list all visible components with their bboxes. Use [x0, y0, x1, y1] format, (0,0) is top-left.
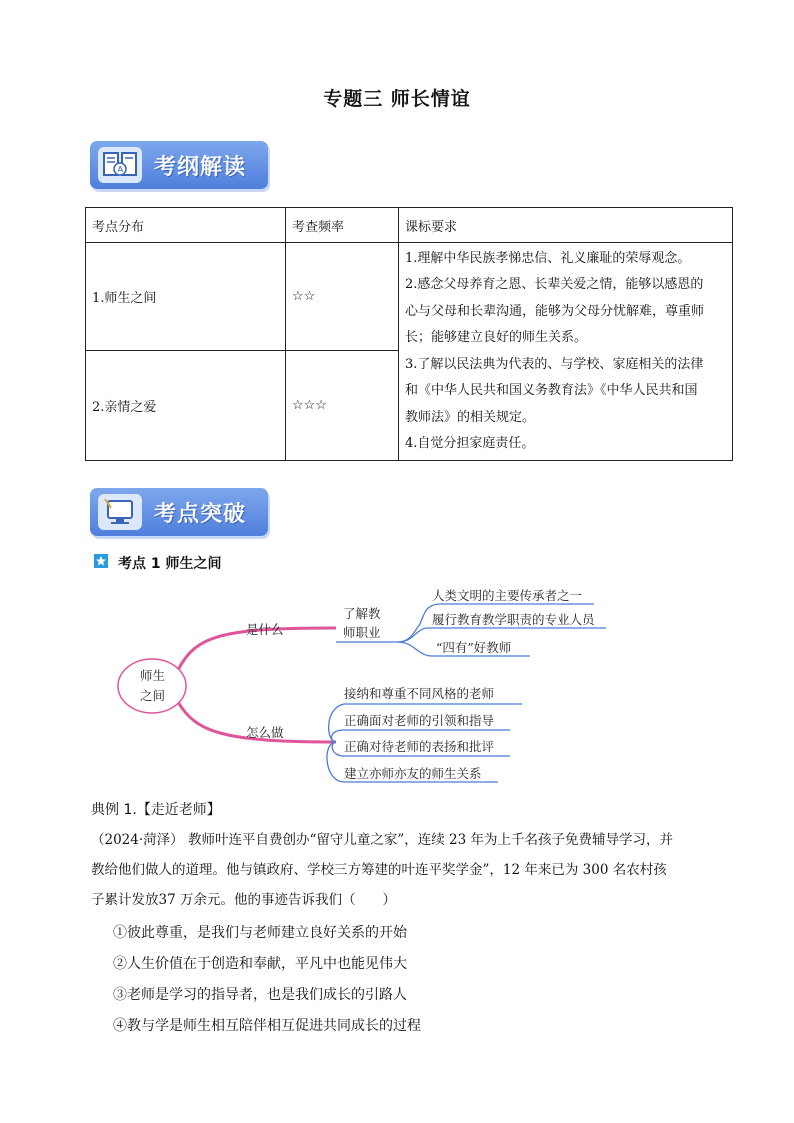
example-line: 教给他们做人的道理。他与镇政府、学校三方筹建的叶连平奖学金”，12 年来已为 300 名农村孩: [91, 862, 667, 878]
table-header: 考查频率: [286, 208, 399, 243]
mindmap-leaf: 人类文明的主要传承者之一: [432, 588, 583, 603]
mindmap-center-label: 之间: [140, 688, 166, 703]
requirement-line: 长；能够建立良好的师生关系。: [405, 330, 588, 345]
table-cell-topic: 1.师生之间: [86, 243, 286, 351]
book-icon: [98, 147, 142, 183]
requirement-line: 3.了解以民法典为代表的、与学校、家庭相关的法律: [405, 356, 704, 372]
section-heading: 考点 1 师生之间: [118, 556, 222, 572]
table-header: 课标要求: [399, 208, 733, 243]
answer-option: ①彼此尊重，是我们与老师建立良好关系的开始: [113, 925, 407, 941]
mindmap-leaf: 接纳和尊重不同风格的老师: [344, 686, 495, 701]
section-banner-outline: [90, 141, 268, 189]
mindmap-branch-label: 是什么: [246, 622, 284, 637]
mindmap-leaf: 建立亦师亦友的师生关系: [344, 766, 482, 781]
mindmap: [0, 580, 794, 795]
requirement-line: 教师法》的相关规定。: [405, 409, 536, 425]
mindmap-leaf: 履行教育教学职责的专业人员: [432, 612, 595, 627]
banner-label: 考纲解读: [154, 155, 247, 180]
computer-icon: [98, 494, 142, 530]
example-line: （2024·菏泽） 教师叶连平自费创办“留守儿童之家”，连续 23 年为上千名孩子免费辅导学习，并: [91, 832, 674, 848]
table-cell-frequency: ☆☆: [286, 243, 399, 351]
requirement-line: 4.自觉分担家庭责任。: [405, 436, 535, 451]
section-banner-breakthrough: [90, 488, 268, 536]
table-cell-topic: 2.亲情之爱: [86, 351, 286, 461]
table-cell-frequency: ☆☆☆: [286, 351, 399, 461]
mindmap-leaf: “四有”好教师: [436, 640, 512, 655]
table-header: 考点分布: [86, 208, 286, 243]
page-title: 专题三 师长情谊: [323, 88, 471, 110]
mindmap-subnode-label: 师职业: [343, 625, 381, 640]
requirement-line: 1.理解中华民族孝悌忠信、礼义廉耻的荣辱观念。: [405, 250, 691, 266]
star-icon: [94, 554, 108, 568]
outline-table: [85, 207, 733, 461]
answer-option: ③老师是学习的指导者，也是我们成长的引路人: [113, 987, 407, 1003]
mindmap-leaf: 正确面对老师的引领和指导: [344, 713, 495, 728]
example-heading: 典例 1.【走近老师】: [91, 802, 221, 818]
mindmap-leaf: 正确对待老师的表扬和批评: [344, 739, 495, 754]
requirement-line: 2.感念父母养育之恩、长辈关爱之情，能够以感恩的: [405, 277, 704, 292]
mindmap-center-label: 师生: [140, 668, 166, 683]
mindmap-branch-label: 怎么做: [246, 725, 284, 740]
table-cell-requirements: [399, 243, 733, 461]
banner-label: 考点突破: [154, 502, 247, 527]
answer-option: ②人生价值在于创造和奉献，平凡中也能见伟大: [113, 956, 407, 972]
requirement-line: 和《中华人民共和国义务教育法》《中华人民共和国: [405, 383, 698, 398]
mindmap-subnode-label: 了解教: [343, 606, 381, 621]
requirement-line: 心与父母和长辈沟通，能够为父母分忧解难，尊重师: [405, 303, 705, 319]
svg-text:A: A: [117, 165, 123, 174]
answer-option: ④教与学是师生相互陪伴相互促进共同成长的过程: [113, 1018, 421, 1034]
example-line: 子累计发放37 万余元。他的事迹告诉我们（ ）: [91, 892, 396, 908]
